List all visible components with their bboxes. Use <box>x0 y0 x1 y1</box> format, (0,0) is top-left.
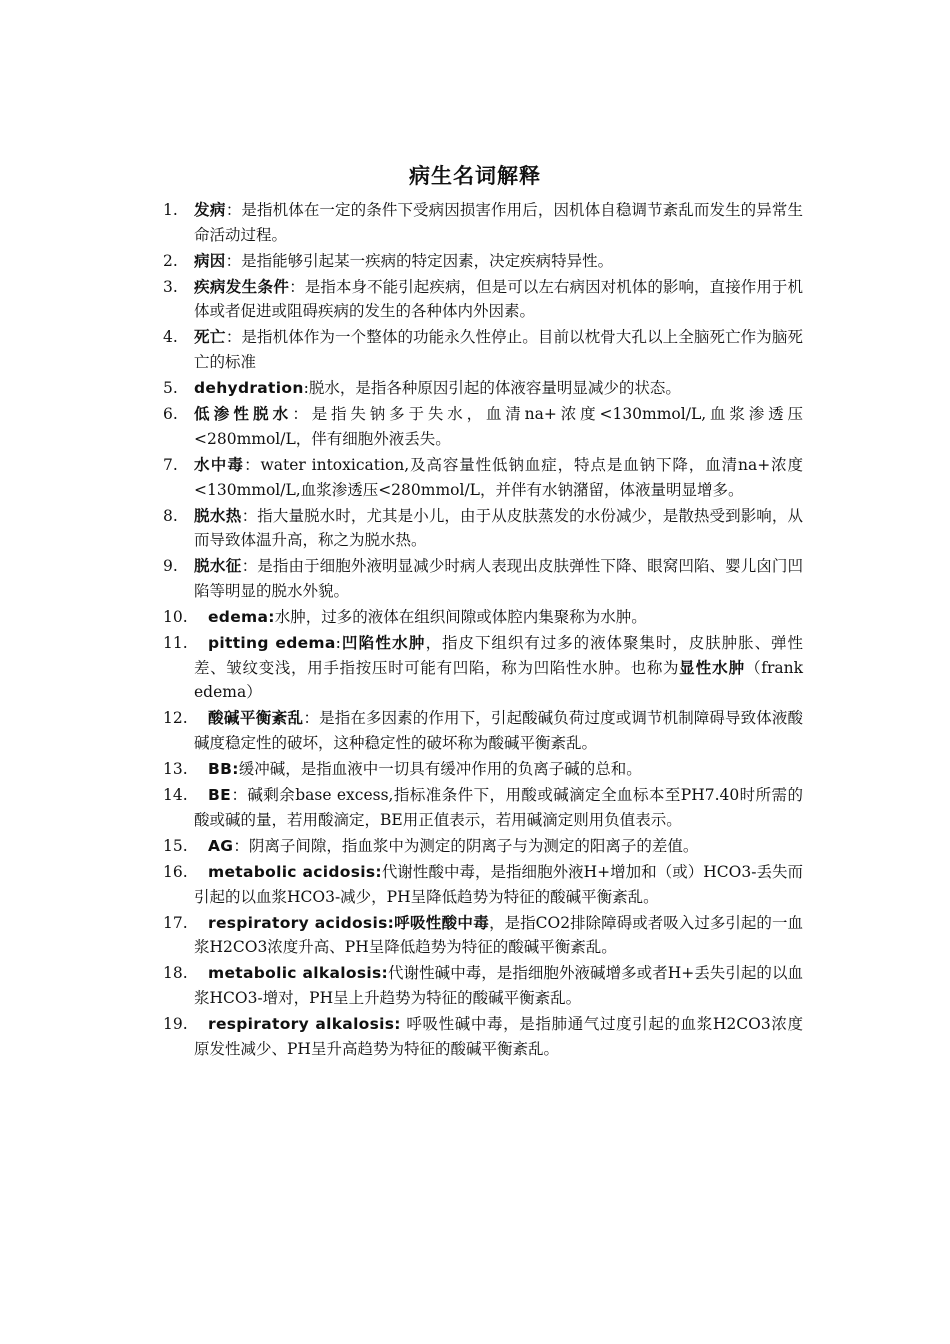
term-separator: : <box>375 862 382 881</box>
definition: 是指失钠多于失水，血清na+浓度<130mmol/L,血浆渗透压<280mmol/L，伴有细胞外液丢失。 <box>194 405 803 448</box>
definition: 缓冲碱，是指血液中一切具有缓冲作用的负离子碱的总和。 <box>238 760 642 779</box>
term-list <box>163 198 819 1063</box>
item-number: 17. <box>163 913 188 932</box>
item-number: 5. <box>163 379 178 398</box>
item-number: 4. <box>163 328 178 347</box>
definition: 水肿，过多的液体在组织间隙或体腔内集聚称为水肿。 <box>274 608 647 626</box>
item-number: 6. <box>163 405 178 424</box>
item-number: 15. <box>163 836 188 855</box>
term: BB <box>208 760 233 779</box>
term-separator: ： <box>225 328 242 347</box>
list-item <box>163 325 803 374</box>
item-number: 11. <box>163 634 188 653</box>
definition: 是指机体作为一个整体的功能永久性停止。目前以枕骨大孔以上全脑死亡作为脑死亡的标准 <box>194 328 803 372</box>
term-separator: ： <box>225 251 242 270</box>
term-separator: ： <box>241 557 258 576</box>
list-item <box>163 757 803 782</box>
item-number: 10. <box>163 608 188 626</box>
definition: ，指皮下组织有过多的液体聚集时，皮肤肿胀、弹性差、皱纹变浅，用手指按压时可能有凹陷，称为凹陷性水肿。也称为 <box>194 634 803 677</box>
term-separator: ： <box>289 277 305 296</box>
term: dehydration <box>194 379 304 398</box>
term-separator: : <box>232 760 239 779</box>
item-number: 7. <box>163 455 178 474</box>
term: 水中毒 <box>194 455 245 474</box>
term-separator: ： <box>225 201 242 219</box>
definition: 指大量脱水时，尤其是小儿，由于从皮肤蒸发的水份减少，是散热受到影响，从而导致体温升高，称之为脱水热。 <box>194 506 803 550</box>
term: pitting edema <box>208 634 336 653</box>
term: 脱水热 <box>194 506 242 525</box>
definition: 呼吸性碱中毒，是指肺通气过度引起的血浆H2CO3浓度原发性减少、PH呈升高趋势为特征的酸碱平衡紊乱。 <box>194 1015 803 1058</box>
term: 病因 <box>194 251 226 270</box>
item-number: 9. <box>163 557 178 576</box>
definition: ，是指CO2排除障碍或者吸入过多引起的一血浆H2CO3浓度升高、PH呈降低趋势为特征的酸碱平衡紊乱。 <box>194 913 803 957</box>
definition: 脱水，是指各种原因引起的体液容量明显减少的状态。 <box>308 379 681 398</box>
definition-tail: （frank edema） <box>194 658 819 702</box>
list-item <box>163 706 803 755</box>
term: 酸碱平衡紊乱 <box>208 709 304 728</box>
item-number: 18. <box>163 964 188 983</box>
list-item <box>163 554 803 603</box>
term-separator: ： <box>233 836 249 855</box>
definition: 是指机体在一定的条件下受病因损害作用后，因机体自稳调节紊乱而发生的异常生命活动过程。 <box>194 201 803 244</box>
list-item <box>163 834 803 859</box>
definition: water intoxication,及高容量性低钠血症，特点是血钠下降，血清na+浓度<130mmol/L,血浆渗透压<280mmol/L，并伴有水钠潴留，体液量明显增多。 <box>194 455 803 499</box>
definition: 代谢性碱中毒，是指细胞外液碱增多或者H+丢失引起的以血浆HCO3-增对，PH呈上升趋势为特征的酸碱平衡紊乱。 <box>194 964 803 1007</box>
list-item <box>163 198 803 247</box>
item-number: 3. <box>163 277 178 296</box>
term-separator: ： <box>244 455 261 474</box>
definition: 阴离子间隙，指血浆中为测定的阴离子与为测定的阳离子的差值。 <box>248 836 699 855</box>
list-item <box>163 376 803 401</box>
definition: 是指在多因素的作用下，引起酸碱负荷过度或调节机制障碍导致体液酸碱度稳定性的破坏，这种稳定性的破坏称为酸碱平衡紊乱。 <box>194 709 803 752</box>
item-number: 14. <box>163 786 188 805</box>
definition: 代谢性酸中毒，是指细胞外液H+增加和（或）HCO3-丢失而引起的以血浆HCO3-减少，PH呈降低趋势为特征的酸碱平衡紊乱。 <box>194 862 803 906</box>
term-separator: ： <box>303 709 320 728</box>
item-number: 19. <box>163 1015 188 1033</box>
term: respiratory acidosis:呼吸性酸中毒 <box>208 913 490 932</box>
list-item <box>163 504 803 553</box>
term-chinese: 凹陷性水肿 <box>340 634 426 653</box>
term: 死亡 <box>194 328 226 347</box>
term: metabolic acidosis <box>208 862 376 881</box>
term: 疾病发生条件 <box>194 277 290 296</box>
list-item <box>163 783 803 832</box>
list-item <box>163 605 803 630</box>
term: 低渗性脱水 <box>194 405 293 424</box>
list-item <box>163 402 803 451</box>
term-separator: ： <box>292 405 312 424</box>
list-item <box>163 911 803 960</box>
term: respiratory alkalosis: <box>208 1015 401 1033</box>
definition: 是指能够引起某一疾病的特定因素，决定疾病特异性。 <box>241 251 614 270</box>
item-number: 13. <box>163 760 188 779</box>
list-item <box>163 961 803 1010</box>
list-item <box>163 453 803 502</box>
term-separator: ： <box>231 786 248 805</box>
term: AG <box>208 836 234 855</box>
list-item <box>163 631 819 705</box>
term-separator: ： <box>241 506 258 525</box>
term-alternate: 显性水肿 <box>679 658 746 677</box>
definition: 碱剩余base excess,指标准条件下，用酸或碱滴定全血标本至PH7.40时所需的酸或碱的量，若用酸滴定，BE用正值表示，若用碱滴定则用负值表示。 <box>194 786 803 829</box>
term: 发病 <box>194 201 226 219</box>
item-number: 8. <box>163 506 178 525</box>
item-number: 1. <box>163 201 178 219</box>
term-separator: : <box>268 608 275 626</box>
item-number: 16. <box>163 862 188 881</box>
list-item <box>163 860 803 909</box>
item-number: 12. <box>163 709 188 728</box>
list-item <box>163 1012 803 1061</box>
list-item <box>163 275 803 324</box>
definition: 是指由于细胞外液明显减少时病人表现出皮肤弹性下降、眼窝凹陷、婴儿囟门凹陷等明显的脱水外貌。 <box>194 557 803 600</box>
term-separator: : <box>303 379 309 398</box>
page-title: 病生名词解释 <box>409 163 541 188</box>
term-separator: : <box>335 634 341 653</box>
definition: 是指本身不能引起疾病，但是可以左右病因对机体的影响，直接作用于机体或者促进或阻碍疾病的发生的各种体内外因素。 <box>194 277 803 321</box>
term: 脱水征 <box>194 557 242 576</box>
term: BE <box>208 786 232 805</box>
item-number: 2. <box>163 251 178 270</box>
term: metabolic alkalosis: <box>208 964 388 983</box>
list-item <box>163 249 803 274</box>
term: edema <box>208 608 269 626</box>
